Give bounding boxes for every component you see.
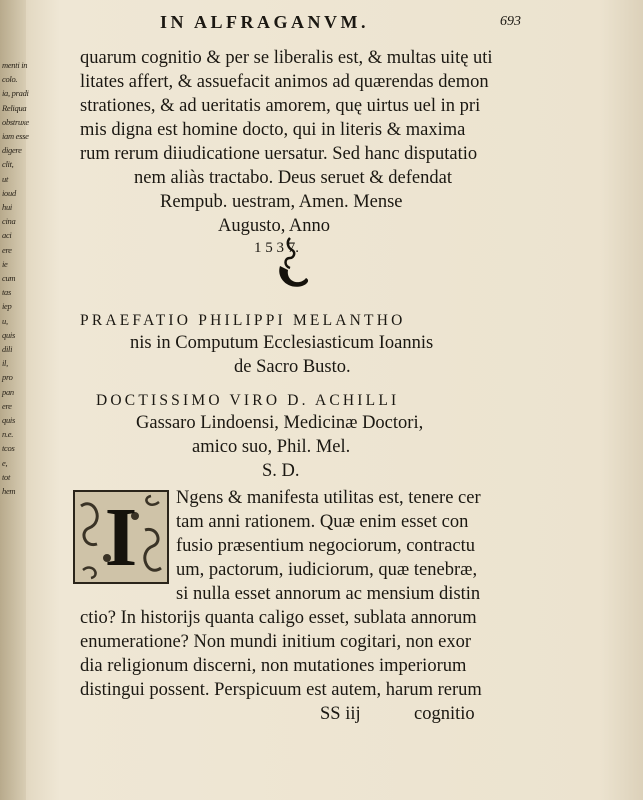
text-line: Rempub. uestram, Amen. Mense (160, 192, 403, 212)
marginalia-fragment: ie (2, 258, 8, 269)
marginalia-fragment: ioud (2, 187, 16, 198)
year-line: 1 5 3 7. (254, 240, 299, 256)
marginalia-fragment: Reliqua (2, 102, 27, 113)
marginalia-fragment: colo. (2, 74, 18, 85)
marginalia-column (2, 58, 29, 498)
marginalia-fragment: u, (2, 315, 8, 326)
text-line: mis digna est homine docto, qui in literis & maxima (80, 120, 466, 140)
running-head: IN ALFRAGANVM. (160, 12, 369, 32)
dedication-salutation: S. D. (262, 461, 300, 481)
marginalia-fragment: ut (2, 173, 9, 184)
text-line: strationes, & ad ueritatis amorem, quę uirtus uel in pri (80, 96, 481, 116)
fleuron-ornament-icon (266, 236, 316, 292)
initial-letter: I (104, 491, 138, 584)
marginalia-fragment: quis (2, 415, 15, 426)
marginalia-fragment: digere (2, 145, 22, 156)
preface-title-line: nis in Computum Ecclesiasticum Ioannis (130, 333, 434, 353)
signature-mark: SS iij (320, 704, 361, 724)
marginalia-fragment: tot (2, 471, 11, 482)
dedication-line: Gassaro Lindoensi, Medicinæ Doctori, (136, 413, 424, 433)
marginalia-fragment: iam esse (2, 131, 29, 142)
marginalia-fragment: e, (2, 457, 8, 468)
text-line: litates affert, & assuefacit animos ad quærendas demon (80, 72, 489, 92)
preface-title-line: de Sacro Busto. (234, 357, 351, 377)
text-line: quarum cognitio & per se liberalis est, & multas uitę uti (80, 48, 493, 68)
marginalia-fragment: quis (2, 329, 15, 340)
marginalia-fragment: clit, (2, 159, 14, 170)
marginalia-fragment: aci (2, 230, 12, 241)
text-line: tam anni rationem. Quæ enim esset con (176, 512, 469, 532)
folio-number: 693 (500, 14, 521, 29)
text-line: enumeratione? Non mundi initium cogitari, non exor (80, 632, 471, 652)
text-line: Ngens & manifesta utilitas est, tenere cer (176, 488, 481, 508)
marginalia-fragment: il, (2, 358, 8, 369)
marginalia-fragment: ia, pradi (2, 88, 29, 99)
text-line: um, pactorum, iudiciorum, quæ tenebræ, (176, 560, 478, 580)
marginalia-fragment: n.e. (2, 429, 14, 440)
text-line: si nulla esset annorum ac mensium distin (176, 584, 481, 604)
marginalia-fragment: tcos (2, 443, 15, 454)
marginalia-fragment: cum (2, 273, 16, 284)
text-line: nem aliàs tractabo. Deus seruet & defendat (134, 168, 452, 188)
marginalia-fragment: cina (2, 216, 16, 227)
marginalia-fragment: ere (2, 400, 12, 411)
text-line: distingui possent. Perspicuum est autem, harum rerum (80, 680, 482, 700)
text-line: fusio præsentium negociorum, contractu (176, 536, 476, 556)
marginalia-fragment: obstruxe (2, 116, 29, 127)
marginalia-fragment: dili (2, 344, 13, 355)
marginalia-fragment: ere (2, 244, 12, 255)
catchword: cognitio (414, 704, 475, 724)
dedication-line: amico suo, Phil. Mel. (192, 437, 351, 457)
marginalia-fragment: menti in (2, 60, 28, 70)
marginalia-fragment: hem (2, 486, 16, 497)
text-line: rum rerum diiudicatione uersatur. Sed hanc disputatio (80, 144, 478, 164)
marginalia-fragment: tas (2, 287, 12, 298)
marginalia-fragment: hui (2, 202, 12, 213)
marginalia-fragment: iep (2, 301, 12, 312)
text-line: dia religionum discerni, non mutationes imperiorum (80, 656, 467, 676)
marginalia-fragment: pro (2, 372, 13, 383)
preface-title-caps: PRAEFATIO PHILIPPI MELANTHO (80, 312, 406, 329)
dedication-caps: DOCTISSIMO VIRO D. ACHILLI (96, 392, 400, 409)
text-line: ctio? In historijs quanta caligo esset, sublata annorum (80, 608, 477, 628)
decorated-initial (73, 490, 169, 584)
marginalia-fragment: pan (2, 386, 14, 397)
text-line: Augusto, Anno (218, 216, 331, 236)
